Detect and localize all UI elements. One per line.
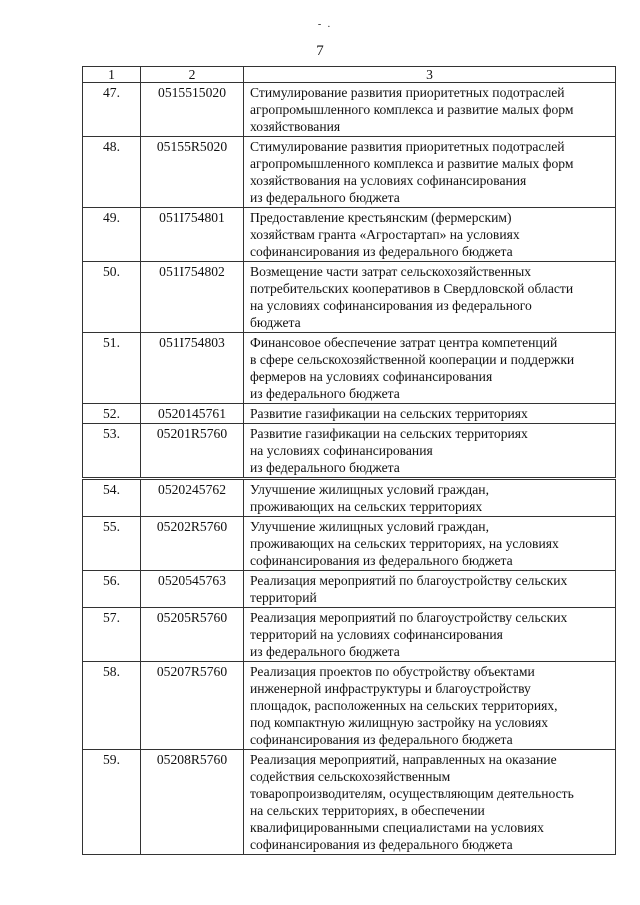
- row-code: 051I754803: [141, 333, 244, 404]
- table-row: [83, 750, 616, 855]
- table-row: [83, 208, 616, 262]
- description-line: квалифицированными специалистами на условиях: [250, 820, 544, 835]
- top-mark: - .: [317, 19, 333, 30]
- description-line: из федерального бюджета: [250, 460, 400, 475]
- description-line: Финансовое обеспечение затрат центра компетенций: [250, 335, 558, 350]
- table-header-row: [83, 67, 616, 83]
- description-line: хозяйствования на условиях софинансирования: [250, 173, 527, 188]
- description-line: Улучшение жилищных условий граждан,: [250, 519, 489, 534]
- description-line: фермеров на условиях софинансирования: [250, 369, 493, 384]
- column-header-3: 3: [244, 67, 616, 83]
- row-number: 53.: [83, 424, 141, 479]
- row-number: 51.: [83, 333, 141, 404]
- description-line: в сфере сельскохозяйственной кооперации и поддержки: [250, 352, 575, 367]
- row-description: [244, 662, 616, 750]
- description-line: из федерального бюджета: [250, 386, 400, 401]
- description-line: Реализация мероприятий, направленных на оказание: [250, 752, 557, 767]
- description-line: агропромышленного комплекса и развитие малых форм: [250, 156, 574, 171]
- table-row: [83, 424, 616, 479]
- row-code: 051I754802: [141, 262, 244, 333]
- row-code: 051I754801: [141, 208, 244, 262]
- description-line: хозяйствам гранта «Агростартап» на условиях: [250, 227, 520, 242]
- table-row: [83, 83, 616, 137]
- description-line: Предоставление крестьянским (фермерским): [250, 210, 512, 225]
- row-number: 50.: [83, 262, 141, 333]
- table-row: [83, 517, 616, 571]
- row-description: [244, 479, 616, 517]
- row-description: [244, 571, 616, 608]
- table-row: [83, 608, 616, 662]
- description-line: на сельских территориях, в обеспечении: [250, 803, 485, 818]
- row-number: 56.: [83, 571, 141, 608]
- description-line: софинансирования из федерального бюджета: [250, 732, 513, 747]
- row-description: [244, 750, 616, 855]
- description-line: инженерной инфраструктуры и благоустройству: [250, 681, 531, 696]
- row-code: 05205R5760: [141, 608, 244, 662]
- row-description: [244, 404, 616, 424]
- table-row: [83, 262, 616, 333]
- budget-codes-table: [82, 66, 616, 855]
- row-description: [244, 608, 616, 662]
- page-number: 7: [316, 43, 324, 59]
- description-line: проживающих на сельских территориях, на условиях: [250, 536, 559, 551]
- row-description: [244, 83, 616, 137]
- row-number: 54.: [83, 479, 141, 517]
- table-row: [83, 662, 616, 750]
- row-description: [244, 208, 616, 262]
- table-row: [83, 571, 616, 608]
- column-header-2: 2: [141, 67, 244, 83]
- row-code: 05155R5020: [141, 137, 244, 208]
- description-line: хозяйствования: [250, 119, 341, 134]
- row-description: [244, 262, 616, 333]
- description-line: Стимулирование развития приоритетных подотраслей: [250, 139, 565, 154]
- description-line: проживающих на сельских территориях: [250, 499, 483, 514]
- row-number: 55.: [83, 517, 141, 571]
- table-row: [83, 137, 616, 208]
- description-line: Развитие газификации на сельских территориях: [250, 426, 528, 441]
- description-line: товаропроизводителям, осуществляющим деятельность: [250, 786, 574, 801]
- description-line: Возмещение части затрат сельскохозяйственных: [250, 264, 532, 279]
- description-line: площадок, расположенных на сельских территориях,: [250, 698, 558, 713]
- row-code: 05208R5760: [141, 750, 244, 855]
- column-header-1: 1: [83, 67, 141, 83]
- row-number: 48.: [83, 137, 141, 208]
- row-code: 0520245762: [141, 479, 244, 517]
- row-number: 52.: [83, 404, 141, 424]
- description-line: Реализация мероприятий по благоустройству сельских: [250, 610, 568, 625]
- row-description: [244, 137, 616, 208]
- description-line: Улучшение жилищных условий граждан,: [250, 482, 489, 497]
- row-description: [244, 333, 616, 404]
- description-line: потребительских кооперативов в Свердловской области: [250, 281, 574, 296]
- row-description: [244, 517, 616, 571]
- table-row: [83, 479, 616, 517]
- description-line: под компактную жилищную застройку на условиях: [250, 715, 549, 730]
- description-line: из федерального бюджета: [250, 190, 400, 205]
- row-number: 59.: [83, 750, 141, 855]
- row-number: 47.: [83, 83, 141, 137]
- row-code: 05207R5760: [141, 662, 244, 750]
- row-code: 0520145761: [141, 404, 244, 424]
- row-code: 0520545763: [141, 571, 244, 608]
- description-line: агропромышленного комплекса и развитие малых форм: [250, 102, 574, 117]
- description-line: Реализация проектов по обустройству объектами: [250, 664, 535, 679]
- description-line: содействия сельскохозяйственным: [250, 769, 451, 784]
- description-line: Реализация мероприятий по благоустройству сельских: [250, 573, 568, 588]
- description-line: Стимулирование развития приоритетных подотраслей: [250, 85, 565, 100]
- description-line: софинансирования из федерального бюджета: [250, 244, 513, 259]
- row-number: 49.: [83, 208, 141, 262]
- row-code: 05202R5760: [141, 517, 244, 571]
- description-line: из федерального бюджета: [250, 644, 400, 659]
- table-row: [83, 333, 616, 404]
- table-row: [83, 404, 616, 424]
- description-line: бюджета: [250, 315, 301, 330]
- description-line: территорий: [250, 590, 317, 605]
- row-number: 57.: [83, 608, 141, 662]
- description-line: территорий на условиях софинансирования: [250, 627, 503, 642]
- description-line: софинансирования из федерального бюджета: [250, 837, 513, 852]
- row-description: [244, 424, 616, 479]
- description-line: софинансирования из федерального бюджета: [250, 553, 513, 568]
- row-code: 0515515020: [141, 83, 244, 137]
- description-line: на условиях софинансирования: [250, 443, 433, 458]
- description-line: Развитие газификации на сельских территориях: [250, 406, 528, 421]
- row-code: 05201R5760: [141, 424, 244, 479]
- row-number: 58.: [83, 662, 141, 750]
- description-line: на условиях софинансирования из федерального: [250, 298, 532, 313]
